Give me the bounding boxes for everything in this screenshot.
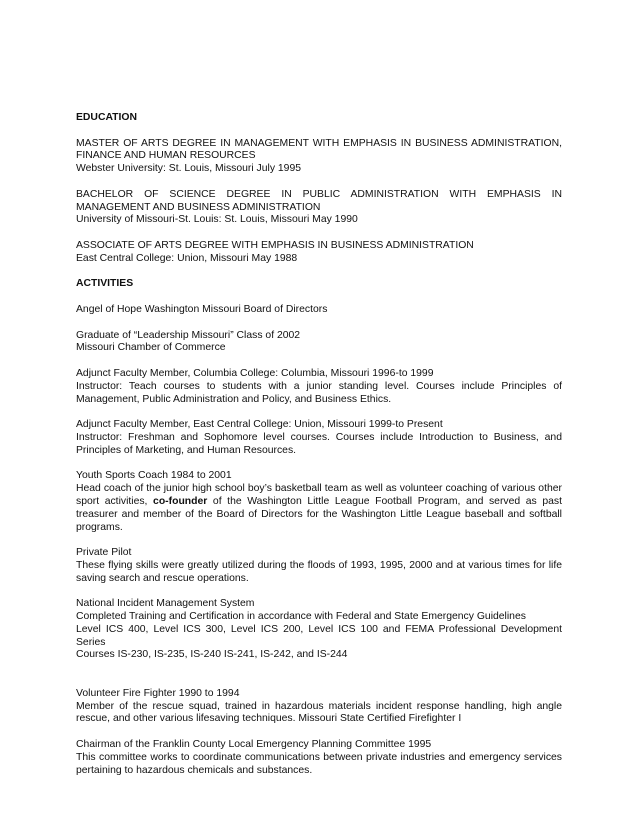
activity-description: Instructor: Freshman and Sophomore level courses. Courses include Introduction to Business, and Principles of Marketing, and Human Resources. xyxy=(76,431,562,456)
activity-lepc xyxy=(76,739,562,777)
activity-fire-fighter xyxy=(76,688,562,726)
education-item xyxy=(76,189,562,227)
activity-youth-sports xyxy=(76,470,562,534)
activity-line: Completed Training and Certification in accordance with Federal and State Emergency Guidelines xyxy=(76,611,526,623)
activity-description: Instructor: Teach courses to students with a junior standing level. Courses include Principles of Management, Public Administration and Policy, and Business Ethics. xyxy=(76,380,562,405)
activity-description: Member of the rescue squad, trained in hazardous materials incident response handling, high angle rescue, and other various lifesaving techniques. Missouri State Certified Firefighter I xyxy=(76,700,562,725)
activity-title: Youth Sports Coach 1984 to 2001 xyxy=(76,470,232,482)
activity-title: Volunteer Fire Fighter 1990 to 1994 xyxy=(76,687,240,699)
degree-title: ASSOCIATE OF ARTS DEGREE WITH EMPHASIS IN BUSINESS ADMINISTRATION xyxy=(76,239,474,251)
activity-description xyxy=(76,483,562,534)
degree-school: East Central College: Union, Missouri May 1988 xyxy=(76,252,298,264)
education-heading: EDUCATION xyxy=(76,112,137,123)
activity-description: These flying skills were greatly utilized during the floods of 1993, 1995, 2000 and at various times for life saving search and rescue operations. xyxy=(76,559,562,584)
activity-angel-of-hope: Angel of Hope Washington Missouri Board of Directors xyxy=(76,303,328,315)
activity-title: Graduate of “Leadership Missouri” Class of 2002 xyxy=(76,329,301,341)
activity-description: This committee works to coordinate communications between private industries and emergency services pertaining to hazardous chemicals and substances. xyxy=(76,751,562,776)
education-item xyxy=(76,240,562,266)
degree-title: BACHELOR OF SCIENCE DEGREE IN PUBLIC ADMINISTRATION WITH EMPHASIS IN MANAGEMENT AND BUSINESS ADMINISTRATION xyxy=(76,188,562,213)
activity-line: Level ICS 400, Level ICS 300, Level ICS 200, Level ICS 100 and FEMA Professional Development Series xyxy=(76,623,562,648)
education-item xyxy=(76,138,562,176)
activity-leadership xyxy=(76,330,562,356)
activity-east-central-college xyxy=(76,419,562,457)
degree-title: MASTER OF ARTS DEGREE IN MANAGEMENT WITH EMPHASIS IN BUSINESS ADMINISTRATION, FINANCE AND HUMAN RESOURCES xyxy=(76,137,562,162)
activity-org: Missouri Chamber of Commerce xyxy=(76,342,226,354)
activity-title: Private Pilot xyxy=(76,547,132,559)
activity-title: Adjunct Faculty Member, East Central College: Union, Missouri 1999-to Present xyxy=(76,419,443,431)
activity-columbia-college xyxy=(76,368,562,406)
desc-part: of the Washington Little League Football Program, and served as past treasurer and member of the Board of Directors for the Washington Little League baseball and softball programs. xyxy=(76,495,562,533)
resume-page xyxy=(76,112,562,777)
activity-title: National Incident Management System xyxy=(76,598,255,610)
co-founder-emphasis: co-founder xyxy=(153,495,208,507)
activities-heading: ACTIVITIES xyxy=(76,278,134,290)
degree-school: University of Missouri-St. Louis: St. Louis, Missouri May 1990 xyxy=(76,214,358,226)
activity-private-pilot xyxy=(76,547,562,585)
activity-title: Adjunct Faculty Member, Columbia College: Columbia, Missouri 1996-to 1999 xyxy=(76,367,434,379)
activity-line: Courses IS-230, IS-235, IS-240 IS-241, IS-242, and IS-244 xyxy=(76,649,348,661)
desc-part: Head coach of the junior high school boy’s basketball team as well as volunteer coaching of various other sport activities, xyxy=(76,483,562,507)
degree-school: Webster University: St. Louis, Missouri July 1995 xyxy=(76,163,302,175)
activity-title: Chairman of the Franklin County Local Emergency Planning Committee 1995 xyxy=(76,739,432,751)
activity-nims xyxy=(76,598,562,662)
